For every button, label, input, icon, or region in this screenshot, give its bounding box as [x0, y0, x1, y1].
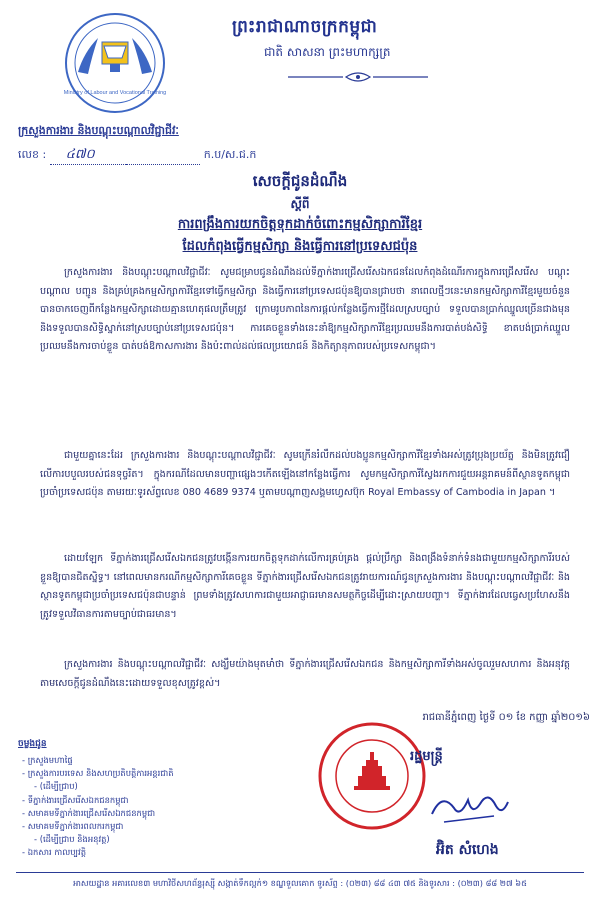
- body-paragraph-3: ដោយឡែក ទីភ្នាក់ងារជ្រើសរើសឯកជនត្រូវបង្កើនការយកចិត្តទុកដាក់លើការគ្រប់គ្រង ផ្តល់ប្រឹក្សា និងពង្រឹងទំនាក់ទំនងជាមួយកម្មសិក្សាការីរបស់ខ្លួនឱ្យបានជិតស្និទ្ធ។ នៅពេលមានករណីកម្មសិក្សាការីគេចខ្លួន ទីភ្នាក់ងារជ្រើសរើសឯកជនត្រូវរាយការណ៍ជូនក្រសួងការងារ និងបណ្តុះបណ្តាលវិជ្ជាជីវៈ និងស្ថានទូតកម្ពុជាប្រចាំប្រទេសជប៉ុនជាបន្ទាន់ ព្រមទាំងត្រូវសហការជាមួយអាជ្ញាធរមានសមត្ថកិច្ចដើម្បីដោះស្រាយបញ្ហា។ ទីភ្នាក់ងារដែលធ្វេសប្រហែសនឹងត្រូវទទួលវិធានការតាមច្បាប់ជាធរមាន។: [40, 553, 570, 620]
- minister-title: រដ្ឋមន្ត្រី: [410, 749, 443, 764]
- footer-divider: [16, 872, 584, 873]
- ministry-logo: [64, 12, 166, 114]
- notice-subject-label: ស្តីពី: [290, 197, 310, 211]
- cc-item: - ឯកសារ កាលប្បវត្តិ: [22, 846, 174, 859]
- notice-title: សេចក្តីជូនដំណឹង: [252, 172, 348, 190]
- minister-name: អ៊ិត សំហេង: [436, 842, 499, 858]
- cc-heading: ចម្លងជូន: [18, 739, 47, 749]
- cc-item: - ក្រសួងការបរទេស និងសហប្រតិបត្តិការអន្តរជាតិ: [22, 767, 174, 780]
- cc-list: [22, 754, 174, 860]
- cc-item: - (ដើម្បីជ្រាប): [34, 780, 174, 793]
- logo-caption: Ministry of Labour and Vocational Training: [64, 90, 166, 96]
- ornament-divider: [278, 70, 438, 84]
- cc-item: - សមាគមទីភ្នាក់ងារជ្រើសរើសឯកជនកម្ពុជា: [22, 807, 174, 820]
- cc-item: - ទីភ្នាក់ងារជ្រើសរើសឯកជនកម្ពុជា: [22, 794, 174, 807]
- body-paragraph-4: ក្រសួងការងារ និងបណ្តុះបណ្តាលវិជ្ជាជីវៈ សង្ឃឹមយ៉ាងមុតមាំថា ទីភ្នាក់ងារជ្រើសរើសឯកជន និងកម្មសិក្សាការីទាំងអស់ចូលរួមសហការ និងអនុវត្តតាមសេចក្តីជូនដំណឹងនេះដោយទទួលខុសត្រូវខ្ពស់។: [40, 659, 570, 689]
- official-seal: [316, 720, 428, 832]
- cc-item: - សមាគមទីភ្នាក់ងារពលករកម្ពុជា: [22, 820, 174, 833]
- footer-address: អាសយដ្ឋាន អគារលេខ៣ មហាវិថីសហព័ន្ធរុស្ស៊ី សង្កាត់ទឹកល្អក់១ ខណ្ឌទួលគោក ទូរស័ព្ទ : (០២៣) ៨៨ ៤៣ ៧៥ និងទូរសារ : (០២៣) ៨៨ ២៧ ៦៥: [73, 878, 527, 888]
- reference-label: លេខ :: [18, 148, 47, 161]
- cc-item: - ក្រសួងមហាផ្ទៃ: [22, 754, 174, 767]
- national-motto: ជាតិ សាសនា ព្រះមហាក្សត្រ: [264, 45, 391, 59]
- date-line: រាជធានីភ្នំពេញ ថ្ងៃទី ០១ ខែ កញ្ញា ឆ្នាំ២០១៦: [422, 712, 590, 723]
- ministry-name: ក្រសួងការងារ និងបណ្តុះបណ្តាលវិជ្ជាជីវៈ: [18, 124, 179, 137]
- reference-suffix: ក.ប/ស.ជ.ក: [203, 148, 257, 161]
- kingdom-heading: ព្រះរាជាណាចក្រកម្ពុជា: [232, 17, 378, 37]
- reference-line: [18, 146, 256, 165]
- body-paragraph-1: ក្រសួងការងារ និងបណ្តុះបណ្តាលវិជ្ជាជីវៈ សូមជម្រាបជូនដំណឹងដល់ទីភ្នាក់ងារជ្រើសរើសឯកជនដែលកំពុងដំណើរការក្នុងការជ្រើសរើស បណ្តុះបណ្តាល បញ្ជូន និងគ្រប់គ្រងកម្មសិក្សាការីខ្មែរទៅធ្វើកម្មសិក្សា និងធ្វើការនៅប្រទេសជប៉ុនឱ្យបានជ្រាបថា នាពេលថ្មីៗនេះមានកម្មសិក្សាការីខ្មែរមួយចំនួនបានចាកចេញពីកន្លែងកម្មសិក្សាដោយគ្មានហេតុផលត្រឹមត្រូវ ក្រោមរូបភាពនៃការផ្តល់កន្លែងធ្វើការថ្មីដែលស្របច្បាប់ ទទួលបានប្រាក់ឈ្នួលច្រើនជាងមុន និងទទួលបានសិទ្ធិស្នាក់នៅស្របច្បាប់នៅប្រទេសជប៉ុន។ ការគេចខ្លួនទាំងនេះនាំឱ្យកម្មសិក្សាការីខ្មែរប្រឈមនឹងការបាត់បង់សិទ្ធិ ខាតបង់ប្រាក់ឈ្នួល ប្រឈមនឹងការចាប់ខ្លួន បាត់បង់ឱកាសការងារ និងប៉ះពាល់ដល់ផលប្រយោជន៍ និងកិត្យានុភាពរបស់ប្រទេសកម្ពុជា។: [40, 267, 570, 353]
- notice-subject-line2: ដែលកំពុងធ្វើកម្មសិក្សា និងធ្វើការនៅប្រទេសជប៉ុន: [182, 239, 418, 254]
- reference-number: ៤៧០: [65, 147, 95, 162]
- handwritten-signature: [424, 784, 514, 832]
- body-paragraph-2: ជាមួយគ្នានេះដែរ ក្រសួងការងារ និងបណ្តុះបណ្តាលវិជ្ជាជីវៈ សូមក្រើនរំលឹកដល់បងប្អូនកម្មសិក្សាការីខ្មែរទាំងអស់ត្រូវប្រុងប្រយ័ត្ន និងមិនត្រូវជឿលើការបបួលរបស់ជនទុច្ចរិត។ ក្នុងករណីដែលមានបញ្ហាផ្សេងៗកើតឡើងនៅកន្លែងធ្វើការ សូមកម្មសិក្សាការីស្វែងរកការជួយអន្តរាគមន៍ពីស្ថានទូតកម្ពុជាប្រចាំប្រទេសជប៉ុន តាមរយៈទូរស័ព្ទលេខ 080 4689 9374 ឬតាមបណ្តាញសង្គមហ្វេសប៊ុក Royal Embassy of Cambodia in Japan ។: [40, 450, 570, 499]
- notice-subject-line1: ការពង្រឹងការយកចិត្តទុកដាក់ចំពោះកម្មសិក្សាការីខ្មែរ: [177, 217, 423, 232]
- cc-item: - (ដើម្បីជ្រាប និងអនុវត្ត): [34, 833, 174, 846]
